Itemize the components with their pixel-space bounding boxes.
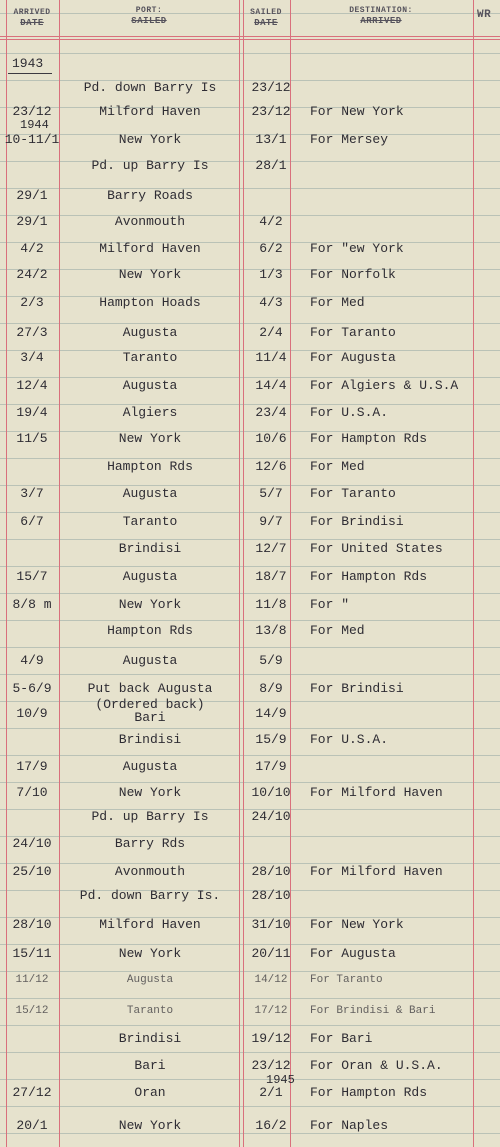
port-cell: Barry Rds	[114, 836, 186, 851]
port-cell: Taranto	[126, 1005, 174, 1017]
sailed-date-cell: 28/10	[251, 888, 291, 903]
destination-cell: For United States	[310, 541, 443, 556]
sailed-date-cell: 8/9	[259, 681, 283, 696]
sailed-date-cell: 12/7	[255, 541, 287, 556]
sailed-date-cell: 4/3	[259, 295, 283, 310]
destination-cell: For Milford Haven	[310, 785, 443, 800]
destination-cell: For Brindisi & Bari	[310, 1005, 436, 1017]
sailed-date-cell: 24/10	[251, 809, 291, 824]
sailed-date-cell: 28/10	[251, 864, 291, 879]
arrived-date-cell: 29/1	[16, 188, 48, 203]
arrived-date-cell: 15/7	[16, 569, 48, 584]
sailed-date-cell: 10/10	[251, 785, 291, 800]
arrived-date-cell: 11/12	[15, 974, 49, 986]
port-cell: Augusta	[126, 974, 174, 986]
destination-cell: For Hampton Rds	[310, 569, 428, 584]
arrived-date-cell: 4/9	[20, 653, 44, 668]
port-cell: Avonmouth	[114, 864, 186, 879]
destination-header: DESTINATION: ARRIVED	[349, 6, 413, 26]
port-cell: Milford Haven	[99, 241, 201, 256]
arrived-date-cell: 6/7	[20, 514, 44, 529]
arrived-date-cell: 7/10	[16, 785, 48, 800]
port-cell: Hampton Hoads	[99, 295, 201, 310]
year-note: 1945	[266, 1073, 295, 1087]
destination-cell: For Algiers & U.S.A	[310, 378, 459, 393]
sailed-date-cell: 19/12	[251, 1031, 291, 1046]
port-cell: New York	[118, 785, 182, 800]
destination-cell: For "ew York	[310, 241, 404, 256]
sailed-date-cell: 9/7	[259, 514, 283, 529]
destination-cell: For Hampton Rds	[310, 1085, 428, 1100]
destination-cell: For Hampton Rds	[310, 431, 428, 446]
arrived-date-cell: 3/7	[20, 486, 44, 501]
destination-cell: For Bari	[310, 1031, 373, 1046]
port-cell: New York	[118, 946, 182, 961]
port-cell: Augusta	[122, 486, 178, 501]
header-rule	[0, 39, 500, 40]
destination-cell: For New York	[310, 104, 404, 119]
sailed-date-cell: 14/9	[255, 706, 287, 721]
port-cell: Pd. down Barry Is.	[79, 888, 221, 903]
arrived-date-cell: 2/3	[20, 295, 44, 310]
port-cell: Brindisi	[118, 732, 182, 747]
arrived-date-cell: 17/9	[16, 759, 48, 774]
destination-cell: For New York	[310, 917, 404, 932]
port-cell: Augusta	[122, 325, 178, 340]
year-label: 1943	[12, 56, 44, 71]
sailed-date-cell: 6/2	[259, 241, 283, 256]
sailed-date-cell: 1/3	[259, 267, 283, 282]
destination-cell: For "	[310, 597, 350, 612]
port-cell: New York	[118, 267, 182, 282]
port-cell: (Ordered back) Bari	[95, 697, 205, 725]
cut-off-header: WR	[477, 9, 492, 21]
arrived-date-cell: 3/4	[20, 350, 44, 365]
destination-cell: For Norfolk	[310, 267, 396, 282]
port-cell: Milford Haven	[99, 917, 201, 932]
port-header: PORT: SAILED	[131, 6, 167, 26]
destination-cell: For Augusta	[310, 946, 396, 961]
sailed-date-cell: 13/1	[255, 132, 287, 147]
destination-cell: For Taranto	[310, 974, 383, 986]
port-cell: New York	[118, 132, 182, 147]
sailed-date-cell: 4/2	[259, 214, 283, 229]
destination-cell: For Taranto	[310, 486, 396, 501]
arrived-date-cell: 20/1	[16, 1118, 48, 1133]
destination-cell: For Brindisi	[310, 681, 404, 696]
arrived-date-cell: 8/8 m	[12, 597, 52, 612]
arrived-date-cell: 19/4	[16, 405, 48, 420]
port-cell: Augusta	[122, 653, 178, 668]
port-cell: Avonmouth	[114, 214, 186, 229]
destination-cell: For Med	[310, 295, 365, 310]
date-arrived-header: ARRIVED DATE	[13, 8, 51, 28]
destination-cell: For Milford Haven	[310, 864, 443, 879]
destination-cell: For Oran & U.S.A.	[310, 1058, 443, 1073]
sailed-date-cell: 23/12	[251, 1058, 291, 1073]
port-cell: New York	[118, 431, 182, 446]
destination-cell: For U.S.A.	[310, 405, 389, 420]
arrived-date-cell: 27/12	[12, 1085, 52, 1100]
port-cell: Pd. down Barry Is	[83, 80, 217, 95]
arrived-date-cell: 29/1	[16, 214, 48, 229]
sailed-date-cell: 2/4	[259, 325, 283, 340]
port-cell: New York	[118, 597, 182, 612]
sailed-date-cell: 5/7	[259, 486, 283, 501]
destination-cell: For Med	[310, 459, 365, 474]
port-cell: Barry Roads	[107, 188, 193, 203]
sailed-date-cell: 2/1	[259, 1085, 283, 1100]
port-cell: New York	[118, 1118, 182, 1133]
year-note: 1944	[20, 118, 49, 132]
sailed-date-cell: 11/4	[255, 350, 287, 365]
port-cell: Augusta	[122, 569, 178, 584]
date-sailed-header: SAILED DATE	[250, 8, 282, 28]
sailed-date-cell: 15/9	[255, 732, 287, 747]
arrived-date-cell: 23/12	[12, 104, 52, 119]
port-cell: Milford Haven	[99, 104, 201, 119]
port-cell: Brindisi	[118, 541, 182, 556]
port-cell: Bari	[134, 1058, 166, 1073]
sailed-date-cell: 14/4	[255, 378, 287, 393]
arrived-date-cell: 15/12	[15, 1005, 49, 1017]
port-cell: Pd. up Barry Is	[91, 809, 209, 824]
arrived-date-cell: 28/10	[12, 917, 52, 932]
sailed-date-cell: 5/9	[259, 653, 283, 668]
sailed-date-cell: 13/8	[255, 623, 287, 638]
destination-cell: For Med	[310, 623, 365, 638]
header-rule	[0, 36, 500, 37]
sailed-date-cell: 20/11	[251, 946, 291, 961]
port-cell: Algiers	[122, 405, 178, 420]
arrived-date-cell: 5-6/9	[12, 681, 52, 696]
destination-cell: For Augusta	[310, 350, 396, 365]
arrived-date-cell: 4/2	[20, 241, 44, 256]
sailed-date-cell: 31/10	[251, 917, 291, 932]
port-cell: Brindisi	[118, 1031, 182, 1046]
arrived-date-cell: 10/9	[16, 706, 48, 721]
sailed-date-cell: 14/12	[254, 974, 288, 986]
sailed-date-cell: 28/1	[255, 158, 287, 173]
port-cell: Hampton Rds	[107, 459, 193, 474]
sailed-date-cell: 23/12	[251, 104, 291, 119]
sailed-date-cell: 23/12	[251, 80, 291, 95]
port-cell: Oran	[134, 1085, 166, 1100]
sailed-date-cell: 17/12	[254, 1005, 288, 1017]
destination-cell: For Mersey	[310, 132, 389, 147]
destination-cell: For U.S.A.	[310, 732, 389, 747]
port-cell: Taranto	[122, 350, 178, 365]
sailed-date-cell: 16/2	[255, 1118, 287, 1133]
arrived-date-cell: 24/10	[12, 836, 52, 851]
port-cell: Pd. up Barry Is	[91, 158, 209, 173]
sailed-date-cell: 17/9	[255, 759, 287, 774]
column-divider	[473, 0, 474, 1147]
port-cell: Taranto	[122, 514, 178, 529]
sailed-date-cell: 12/6	[255, 459, 287, 474]
port-cell: Augusta	[122, 378, 178, 393]
arrived-date-cell: 11/5	[16, 431, 48, 446]
arrived-date-cell: 25/10	[12, 864, 52, 879]
arrived-date-cell: 15/11	[12, 946, 52, 961]
destination-cell: For Brindisi	[310, 514, 404, 529]
destination-cell: For Taranto	[310, 325, 396, 340]
arrived-date-cell: 12/4	[16, 378, 48, 393]
port-cell: Put back Augusta	[87, 681, 213, 696]
sailed-date-cell: 18/7	[255, 569, 287, 584]
sailed-date-cell: 10/6	[255, 431, 287, 446]
sailed-date-cell: 23/4	[255, 405, 287, 420]
port-cell: Augusta	[122, 759, 178, 774]
destination-cell: For Naples	[310, 1118, 389, 1133]
arrived-date-cell: 10-11/1	[4, 132, 60, 147]
arrived-date-cell: 27/3	[16, 325, 48, 340]
arrived-date-cell: 24/2	[16, 267, 48, 282]
year-underline	[8, 73, 52, 74]
sailed-date-cell: 11/8	[255, 597, 287, 612]
port-cell: Hampton Rds	[107, 623, 193, 638]
